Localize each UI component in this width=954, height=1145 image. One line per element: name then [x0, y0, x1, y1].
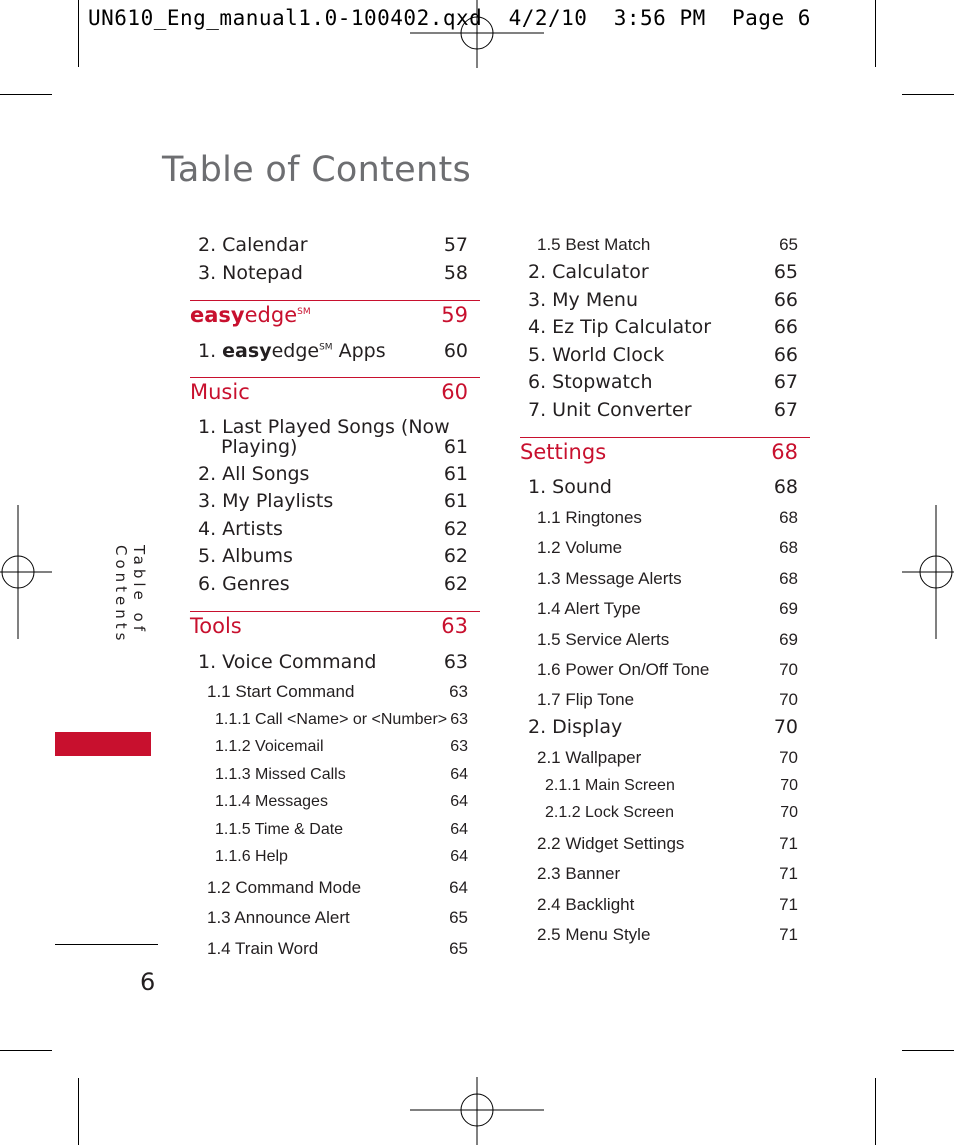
toc-entry[interactable] [545, 804, 798, 822]
section-page: 63 [441, 614, 468, 638]
section-page: 60 [441, 380, 468, 404]
entry-label: 1.6 Power On/Off Tone [537, 660, 710, 679]
entry-label: 1.1.5 Time & Date [215, 821, 344, 838]
entry-page: 71 [779, 925, 798, 944]
entry-label: 1.5 Service Alerts [537, 630, 670, 649]
entry-page: 68 [773, 476, 798, 498]
entry-page: 64 [450, 793, 468, 810]
section-label: Music [190, 380, 250, 404]
entry-label: 5. Albums [198, 545, 293, 567]
toc-entry[interactable] [545, 777, 798, 795]
footer-rule [55, 944, 158, 945]
toc-entry[interactable] [215, 766, 468, 784]
section-heading-easyedge[interactable] [190, 303, 468, 327]
toc-entry[interactable] [221, 436, 468, 458]
entry-label: 1. Voice Command [198, 651, 377, 673]
toc-entry[interactable] [215, 738, 468, 756]
toc-entry[interactable] [537, 538, 798, 558]
entry-label: 1. Last Played Songs (Now [198, 416, 450, 438]
entry-page: 63 [450, 711, 468, 728]
entry-page: 70 [773, 716, 798, 738]
entry-page: 61 [443, 490, 468, 512]
section-rule [190, 611, 480, 612]
toc-entry[interactable] [537, 690, 798, 710]
section-rule [190, 300, 480, 301]
entry-page: 68 [779, 569, 798, 588]
entry-page: 61 [443, 436, 468, 458]
entry-page: 65 [779, 235, 798, 254]
section-rule [190, 377, 480, 378]
registration-mark-icon [902, 505, 954, 639]
toc-entry[interactable] [537, 925, 798, 945]
section-label: Settings [520, 440, 607, 464]
entry-label: 6. Stopwatch [528, 371, 653, 393]
toc-entry[interactable] [198, 518, 468, 540]
crop-mark [78, 1078, 79, 1145]
crop-mark [875, 0, 876, 67]
toc-entry[interactable] [537, 235, 798, 255]
entry-page: 67 [773, 399, 798, 421]
entry-page: 64 [450, 848, 468, 865]
crop-mark [875, 1078, 876, 1145]
left-column [190, 0, 480, 1145]
crop-mark [0, 1050, 52, 1051]
toc-entry[interactable] [198, 490, 468, 512]
toc-entry[interactable] [215, 711, 468, 729]
toc-entry[interactable] [207, 682, 468, 702]
entry-label: 2.5 Menu Style [537, 925, 651, 944]
registration-mark-icon [0, 505, 52, 639]
toc-entry[interactable] [537, 599, 798, 619]
entry-page: 71 [779, 895, 798, 914]
entry-label: 1.2 Volume [537, 538, 623, 557]
toc-entry[interactable] [198, 340, 468, 362]
entry-page: 64 [449, 878, 468, 897]
entry-page: 61 [443, 463, 468, 485]
toc-entry[interactable] [528, 289, 798, 311]
right-column [520, 0, 810, 1145]
toc-entry[interactable] [215, 848, 468, 866]
section-page: 59 [441, 303, 468, 327]
entry-label: 1.1.2 Voicemail [215, 738, 324, 755]
entry-label: 1.4 Train Word [207, 939, 319, 958]
toc-entry[interactable] [537, 630, 798, 650]
crop-mark [902, 94, 954, 95]
page-number: 6 [140, 968, 156, 996]
entry-label: 3. My Menu [528, 289, 639, 311]
entry-label: 4. Artists [198, 518, 283, 540]
toc-entry[interactable] [528, 371, 798, 393]
entry-label: 1.1.3 Missed Calls [215, 766, 346, 783]
entry-label: 2.2 Widget Settings [537, 834, 685, 853]
entry-label: 1.4 Alert Type [537, 599, 641, 618]
crop-mark [78, 0, 79, 67]
toc-entry[interactable] [198, 262, 468, 284]
toc-entry[interactable] [528, 261, 798, 283]
toc-entry[interactable] [537, 895, 798, 915]
entry-label: Playing) [221, 436, 298, 458]
entry-label: 1.1.4 Messages [215, 793, 328, 810]
toc-entry[interactable] [528, 716, 798, 738]
section-heading-settings[interactable] [520, 440, 798, 464]
entry-page: 62 [443, 545, 468, 567]
section-page: 68 [771, 440, 798, 464]
entry-page: 70 [780, 777, 798, 794]
entry-label: 2. Calculator [528, 261, 649, 283]
entry-page: 70 [779, 660, 798, 679]
entry-page: 62 [443, 518, 468, 540]
entry-page: 69 [779, 630, 798, 649]
entry-label: 1.1.6 Help [215, 848, 288, 865]
section-rule [520, 437, 810, 438]
toc-entry[interactable] [198, 416, 468, 438]
crop-mark [902, 1050, 954, 1051]
entry-page: 60 [443, 340, 468, 362]
toc-entry[interactable] [528, 316, 798, 338]
page-title: Table of Contents [162, 150, 472, 190]
entry-label: 1.1.1 Call <Name> or <Number> [215, 711, 448, 728]
entry-page: 65 [773, 261, 798, 283]
entry-page: 66 [773, 289, 798, 311]
toc-entry[interactable] [528, 399, 798, 421]
entry-page: 63 [449, 682, 468, 701]
toc-entry[interactable] [537, 569, 798, 589]
entry-page: 68 [779, 538, 798, 557]
entry-label: 1. easyedge℠ Apps [198, 340, 386, 362]
entry-label: 2. Calendar [198, 234, 308, 256]
entry-label: 2.1 Wallpaper [537, 748, 642, 767]
entry-label: 7. Unit Converter [528, 399, 692, 421]
toc-entry[interactable] [198, 463, 468, 485]
entry-label: 1.3 Announce Alert [207, 908, 350, 927]
entry-page: 65 [449, 908, 468, 927]
toc-entry[interactable] [207, 878, 468, 898]
toc-entry[interactable] [528, 476, 798, 498]
entry-page: 65 [449, 939, 468, 958]
entry-page: 63 [450, 738, 468, 755]
toc-entry[interactable] [537, 660, 798, 680]
section-heading-music[interactable] [190, 380, 468, 404]
entry-label: 1. Sound [528, 476, 612, 498]
side-section-label: Table of Contents [112, 545, 148, 645]
entry-page: 64 [450, 766, 468, 783]
entry-page: 70 [780, 804, 798, 821]
entry-page: 63 [443, 651, 468, 673]
entry-label: 3. My Playlists [198, 490, 334, 512]
entry-label: 1.2 Command Mode [207, 878, 362, 897]
entry-page: 66 [773, 316, 798, 338]
entry-label: 2. Display [528, 716, 623, 738]
entry-page: 68 [779, 508, 798, 527]
crop-mark [0, 94, 52, 95]
section-label: easyedge℠ [190, 303, 311, 327]
entry-label: 2.4 Backlight [537, 895, 635, 914]
print-slug: UN610_Eng_manual1.0-100402.qxd 4/2/10 3:56 PM Page 6 [88, 6, 811, 30]
entry-label: 3. Notepad [198, 262, 303, 284]
entry-page: 66 [773, 344, 798, 366]
entry-label: 2. All Songs [198, 463, 310, 485]
toc-entry[interactable] [207, 908, 468, 928]
toc-entry[interactable] [198, 573, 468, 595]
toc-entry[interactable] [528, 344, 798, 366]
toc-entry[interactable] [537, 864, 798, 884]
entry-label: 2.1.1 Main Screen [545, 777, 675, 794]
side-tab-marker [55, 732, 151, 756]
entry-page: 70 [779, 690, 798, 709]
entry-page: 67 [773, 371, 798, 393]
toc-entry[interactable] [215, 793, 468, 811]
toc-entry[interactable] [207, 939, 468, 959]
entry-label: 1.3 Message Alerts [537, 569, 682, 588]
entry-page: 71 [779, 834, 798, 853]
entry-page: 70 [779, 748, 798, 767]
entry-label: 1.7 Flip Tone [537, 690, 635, 709]
toc-entry[interactable] [537, 834, 798, 854]
section-label: Tools [190, 614, 242, 638]
toc-entry[interactable] [198, 545, 468, 567]
entry-label: 1.1 Ringtones [537, 508, 642, 527]
entry-page: 71 [779, 864, 798, 883]
toc-entry[interactable] [215, 821, 468, 839]
entry-page: 62 [443, 573, 468, 595]
entry-page: 57 [443, 234, 468, 256]
entry-label: 2.3 Banner [537, 864, 621, 883]
section-heading-tools[interactable] [190, 614, 468, 638]
entry-label: 6. Genres [198, 573, 290, 595]
entry-page: 64 [450, 821, 468, 838]
toc-entry[interactable] [537, 508, 798, 528]
entry-label: 1.5 Best Match [537, 235, 651, 254]
entry-label: 1.1 Start Command [207, 682, 355, 701]
toc-entry[interactable] [198, 234, 468, 256]
entry-label: 2.1.2 Lock Screen [545, 804, 674, 821]
entry-page: 69 [779, 599, 798, 618]
entry-page: 58 [443, 262, 468, 284]
entry-label: 5. World Clock [528, 344, 665, 366]
entry-label: 4. Ez Tip Calculator [528, 316, 712, 338]
toc-entry[interactable] [537, 748, 798, 768]
toc-entry[interactable] [198, 651, 468, 673]
